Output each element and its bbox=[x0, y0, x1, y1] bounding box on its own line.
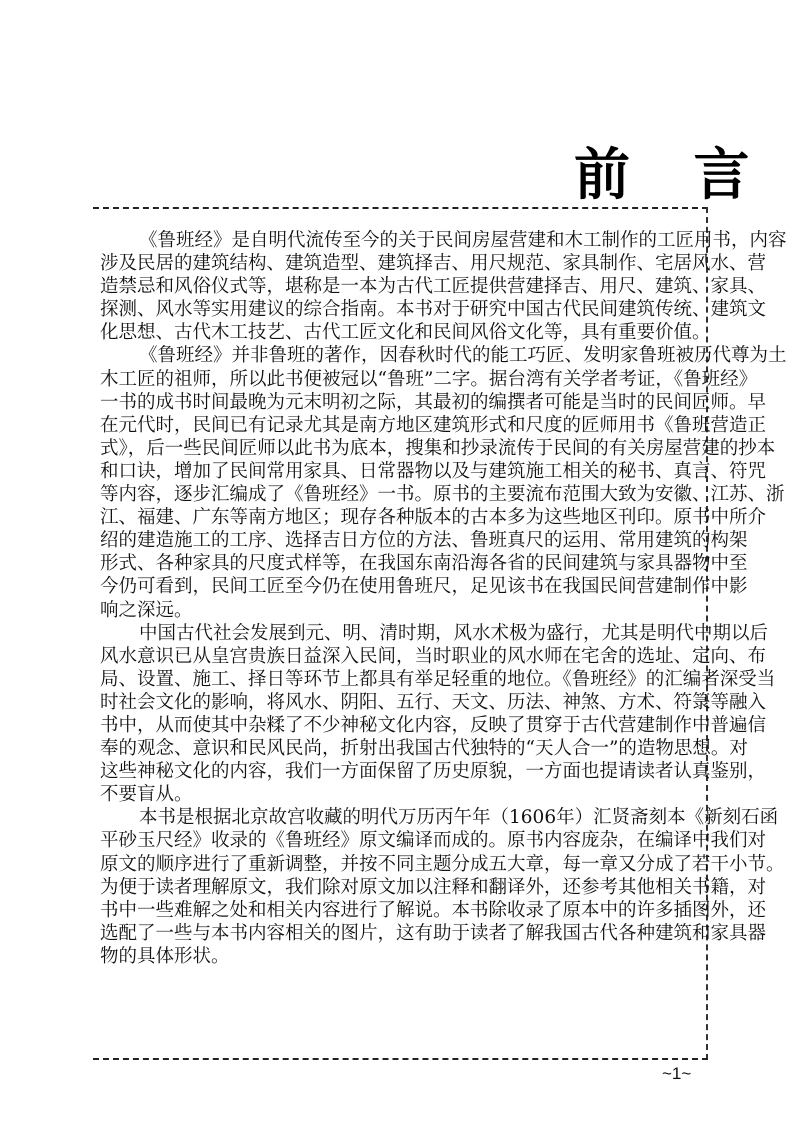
text-line: 为便于读者理解原文，我们除对原文加以注释和翻译外，还参考其他相关书籍，对 bbox=[100, 876, 767, 898]
text-line: 响之深远。 bbox=[100, 599, 193, 621]
text-line: 物的具体形状。 bbox=[100, 945, 230, 967]
text-line: 不要盲从。 bbox=[100, 784, 193, 806]
paragraph bbox=[100, 229, 787, 344]
text-line: 书中一些难解之处和相关内容进行了解说。本书除收录了原本中的许多插图外，还 bbox=[100, 899, 767, 921]
text-line: 平砂玉尺经》收录的《鲁班经》原文编译而成的。原书内容庞杂，在编译中我们对 bbox=[100, 830, 767, 852]
paragraph bbox=[100, 806, 785, 968]
text-line: 式》，后一些民间匠师以此书为底本，搜集和抄录流传于民间的有关房屋营建的抄本 bbox=[100, 437, 776, 459]
text-line: 局、设置、施工、择日等环节上都具有举足轻重的地位。《鲁班经》的汇编者深受当 bbox=[100, 668, 776, 690]
paragraph bbox=[100, 344, 787, 621]
text-line: 时社会文化的影响，将风水、阴阳、五行、天文、历法、神煞、方术、符箓等融入 bbox=[100, 691, 767, 713]
text-line: 一书的成书时间最晚为元末明初之际，其最初的编撰者可能是当时的民间匠师。早 bbox=[100, 391, 767, 413]
paragraph bbox=[100, 622, 776, 807]
text-line: 选配了一些与本书内容相关的图片，这有助于读者了解我国古代各种建筑和家具器 bbox=[100, 922, 767, 944]
frame-border-bottom bbox=[93, 1058, 708, 1060]
text-line: 《鲁班经》并非鲁班的著作，因春秋时代的能工巧匠、发明家鲁班被历代尊为土 bbox=[139, 345, 787, 367]
page-title: 前 言 bbox=[574, 142, 772, 208]
text-line: 书中，从而使其中杂糅了不少神秘文化内容，反映了贯穿于古代营建制作中普遍信 bbox=[100, 714, 767, 736]
text-line: 和口诀，增加了民间常用家具、日常器物以及与建筑施工相关的秘书、真言、符咒 bbox=[100, 460, 767, 482]
text-line: 形式、各种家具的尺度式样等，在我国东南沿海各省的民间建筑与家具器物中至 bbox=[100, 553, 748, 575]
text-line: 本书是根据北京故宫收藏的明代万历丙午年（1606年）汇贤斋刻本《新刻石函 bbox=[139, 807, 779, 829]
text-line: 今仍可看到，民间工匠至今仍在使用鲁班尺，足见该书在我国民间营建制作中影 bbox=[100, 576, 748, 598]
text-line: 中国古代社会发展到元、明、清时期，风水术极为盛行，尤其是明代中期以后 bbox=[139, 622, 769, 644]
text-line: 《鲁班经》是自明代流传至今的关于民间房屋营建和木工制作的工匠用书，内容 bbox=[139, 230, 787, 251]
text-line: 木工匠的祖师，所以此书便被冠以“鲁班”二字。据台湾有关学者考证，《鲁班经》 bbox=[100, 368, 758, 390]
text-line: 原文的顺序进行了重新调整，并按不同主题分成五大章，每一章又分成了若干小节。 bbox=[100, 853, 785, 875]
text-line: 造禁忌和风俗仪式等，堪称是一本为古代工匠提供营建择吉、用尺、建筑、家具、 bbox=[100, 276, 767, 298]
page-number: ~1~ bbox=[662, 1064, 692, 1083]
text-line: 探测、风水等实用建议的综合指南。本书对于研究中国古代民间建筑传统、建筑文 bbox=[100, 299, 767, 321]
preface-body bbox=[100, 229, 787, 968]
text-line: 江、福建、广东等南方地区；现存各种版本的古本多为这些地区刊印。原书中所介 bbox=[100, 507, 767, 529]
text-line: 风水意识已从皇宫贵族日益深入民间，当时职业的风水师在宅舍的选址、定向、布 bbox=[100, 645, 767, 667]
text-line: 涉及民居的建筑结构、建筑造型、建筑择吉、用尺规范、家具制作、宅居风水、营 bbox=[100, 253, 767, 275]
text-line: 化思想、古代木工技艺、古代工匠文化和民间风俗文化等，具有重要价值。 bbox=[100, 322, 711, 344]
text-line: 绍的建造施工的工序、选择吉日方位的方法、鲁班真尺的运用、常用建筑的构架 bbox=[100, 530, 748, 552]
text-line: 在元代时，民间已有记录尤其是南方地区建筑形式和尺度的匠师用书《鲁班营造正 bbox=[100, 414, 767, 436]
text-line: 奉的观念、意识和民风民尚，折射出我国古代独特的“天人合一”的造物思想。对 bbox=[100, 738, 748, 760]
text-line: 这些神秘文化的内容，我们一方面保留了历史原貌，一方面也提请读者认真鉴别， bbox=[100, 761, 767, 783]
frame-border-top bbox=[93, 207, 708, 209]
text-line: 等内容，逐步汇编成了《鲁班经》一书。原书的主要流布范围大致为安徽、江苏、浙 bbox=[100, 484, 785, 506]
